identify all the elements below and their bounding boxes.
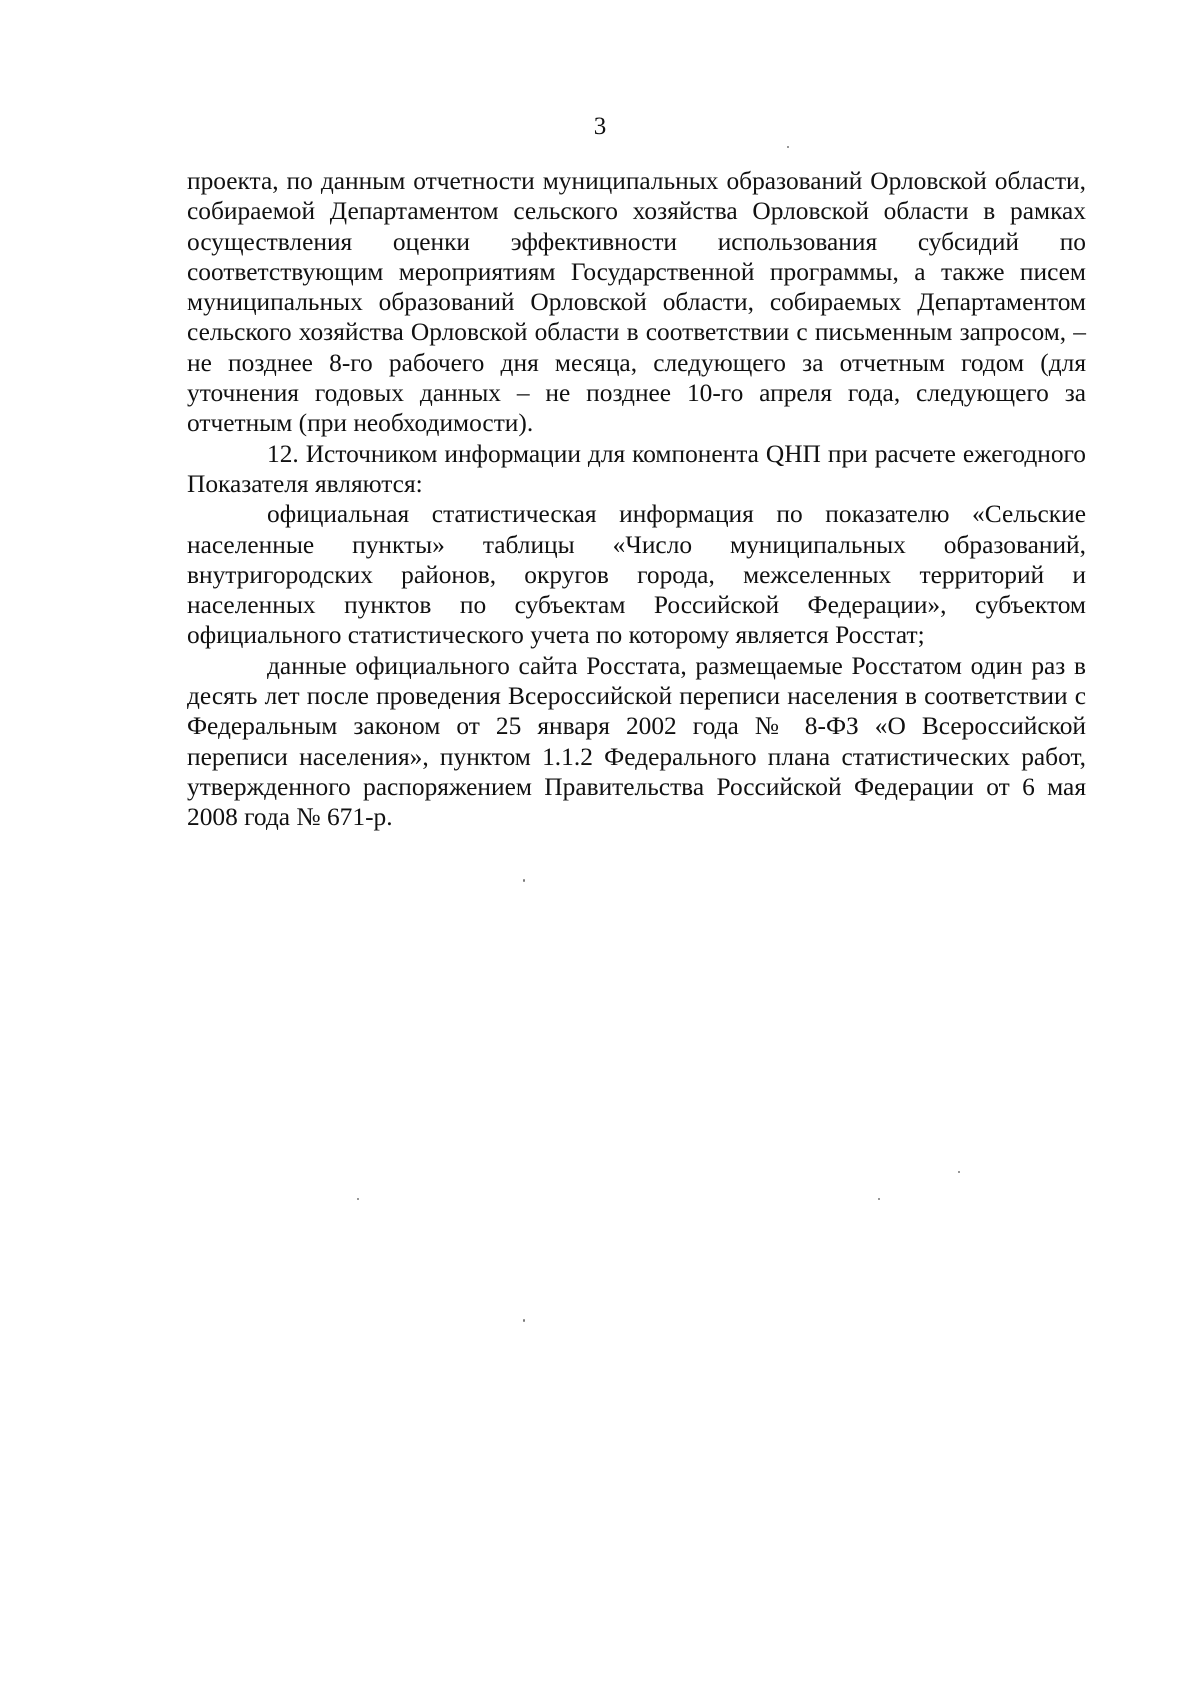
scan-speck	[523, 1319, 525, 1322]
scan-speck	[958, 1171, 960, 1173]
paragraph-continuation: проекта, по данным отчетности муниципальных образований Орловской области, собираемой Департаментом сельского хозяйства Орловской области в рамках осуществления оценки эффективности использования субсидий по соответствующим мероприятиям Государственной программы, а также писем муниципальных образований Орловской области, собираемых Департаментом сельского хозяйства Орловской области в соответствии с письменным запросом, – не позднее 8-го рабочего дня месяца, следующего за отчетным годом (для уточнения годовых данных – не позднее 10-го апреля года, следующего за отчетным (при необходимости).	[187, 167, 1086, 438]
paragraph-item-12: 12. Источником информации для компонента QНП при расчете ежегодного Показателя являются:	[187, 439, 1086, 498]
page-number: 3	[593, 113, 607, 140]
scan-speck	[523, 879, 525, 882]
scan-speck	[357, 1198, 359, 1200]
paragraph-official-statistics: официальная статистическая информация по показателю «Сельские населенные пункты» таблицы «Число муниципальных образований, внутригородских районов, округов города, межселенных территорий и населенных пунктов по субъектам Российской Федерации», субъектом официального статистического учета по которому является Росстат;	[187, 500, 1086, 650]
paragraph-rosstat-data: данные официального сайта Росстата, размещаемые Росстатом один раз в десять лет после проведения Всероссийской переписи населения в соответствии с Федеральным законом от 25 января 2002 года № 8-ФЗ «О Всероссийской переписи населения», пунктом 1.1.2 Федерального плана статистических работ, утвержденного распоряжением Правительства Российской Федерации от 6 мая 2008 года № 671-р.	[187, 651, 1086, 832]
scan-speck	[787, 146, 789, 148]
scan-speck	[878, 1198, 880, 1200]
document-body	[187, 166, 1086, 833]
